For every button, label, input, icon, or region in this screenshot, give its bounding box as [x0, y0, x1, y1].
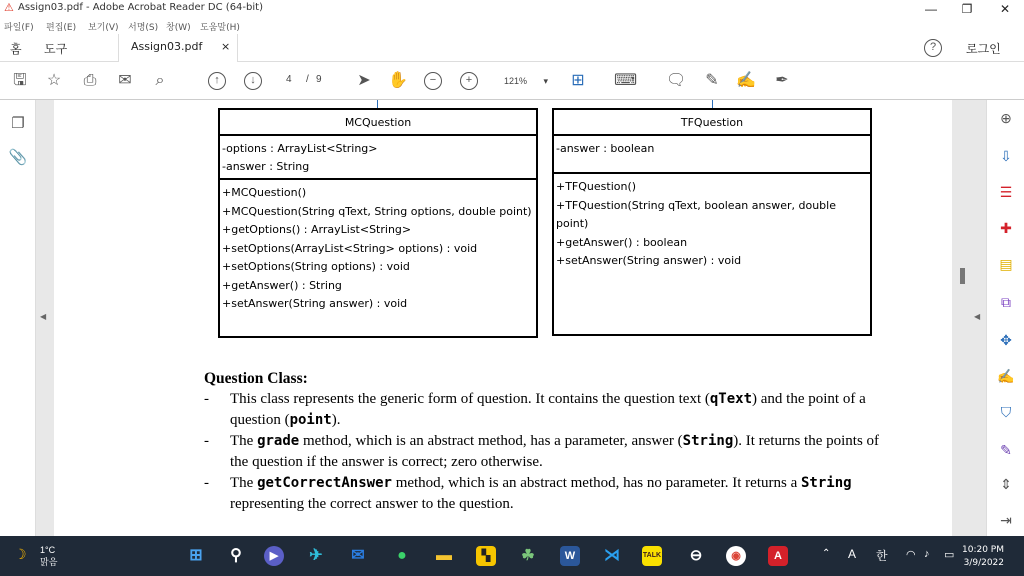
page-current[interactable]: 4	[286, 74, 292, 85]
search-icon[interactable]: ⚲	[230, 547, 242, 564]
section-heading: Question Class:	[204, 370, 308, 387]
weather-widget[interactable]	[40, 544, 57, 568]
collapse-left-icon[interactable]: ◀	[40, 312, 47, 321]
sticky-icon[interactable]: ▚	[476, 546, 496, 566]
create-pdf-icon[interactable]: ☰	[999, 184, 1013, 200]
windows-icon[interactable]: ⊞	[189, 547, 203, 564]
tab-tools[interactable]: 도구	[44, 42, 68, 56]
combine-files-icon[interactable]: ⧉	[1001, 294, 1011, 310]
collapse-pane-icon[interactable]: ⇥	[1000, 512, 1012, 528]
uml-operation: +TFQuestion()	[556, 180, 637, 193]
attachment-icon[interactable]: 📎	[8, 149, 28, 166]
bullet-item	[204, 431, 896, 473]
uml-attributes	[220, 136, 536, 180]
sign-icon[interactable]: ✒	[775, 72, 789, 89]
menu-sign[interactable]: 서명(S)	[128, 23, 159, 33]
uml-operation: +MCQuestion(String qText, String options, double point)	[222, 204, 532, 218]
uml-class-name: TFQuestion	[554, 110, 870, 136]
hand-tool-icon[interactable]: ✋	[388, 72, 408, 89]
scrollbar-thumb[interactable]	[960, 268, 965, 284]
tab-bar	[0, 34, 1024, 62]
left-navigation-pane	[0, 100, 36, 536]
word-icon[interactable]: W	[560, 546, 580, 566]
menu-edit[interactable]: 편집(E)	[46, 23, 77, 33]
kakaotalk-icon[interactable]: TALK	[642, 546, 662, 566]
search-icon[interactable]: ⌕	[155, 72, 165, 89]
language-indicator[interactable]: A	[848, 547, 857, 561]
comment-tool-icon[interactable]: ▤	[999, 256, 1013, 272]
uml-attributes	[554, 136, 870, 174]
text-run: representing the correct answer to the question.	[230, 496, 514, 512]
tab-document[interactable]	[118, 34, 238, 62]
temperature: 1°C	[40, 545, 56, 555]
bullet-item	[204, 389, 896, 431]
menu-view[interactable]: 보기(V)	[88, 23, 119, 33]
text-run: ) and the point of a question (	[230, 391, 866, 428]
text-run: ). It returns the points of the question if the answer is correct; zero otherwise.	[230, 433, 880, 470]
clock-time: 10:20 PM	[962, 545, 1004, 555]
pdf-page	[54, 100, 952, 536]
code-term: qText	[709, 391, 753, 407]
uml-operations	[554, 174, 870, 271]
code-term: point	[289, 412, 332, 428]
uml-connector	[712, 100, 713, 108]
uml-operation: +setOptions(String options) : void	[222, 260, 410, 273]
tab-home[interactable]: 홈	[10, 42, 22, 56]
keyboard-scroll-icon[interactable]: ⌨	[614, 72, 638, 89]
clock-date: 3/9/2022	[963, 558, 1004, 568]
battery-icon[interactable]: ▭	[944, 549, 955, 561]
text-run: This class represents the generic form of question. It contains the question text (	[230, 391, 710, 407]
uml-operation: +getAnswer() : boolean	[556, 235, 688, 249]
uml-attribute: -answer : String	[222, 160, 310, 173]
export-pdf-icon[interactable]: ⇩	[1000, 148, 1012, 164]
text-run: The	[230, 475, 258, 491]
uml-class-tfquestion	[552, 108, 872, 336]
menu-window[interactable]: 창(W)	[166, 23, 191, 33]
chrome-icon[interactable]: ◉	[726, 546, 746, 566]
uml-connector	[377, 100, 378, 108]
vscode-icon[interactable]: ⋊	[604, 547, 620, 564]
protect-shield-icon[interactable]: ⛉	[1000, 404, 1012, 420]
fit-page-icon[interactable]: ⊞	[571, 72, 585, 89]
page-thumbnails-icon[interactable]: ❐	[11, 115, 25, 132]
uml-attribute: -answer : boolean	[556, 142, 655, 155]
volume-icon[interactable]: ♪	[924, 548, 930, 560]
page-up-icon[interactable]: ↑	[208, 72, 226, 90]
organize-pages-icon[interactable]: ✥	[1000, 332, 1012, 348]
mail-icon[interactable]: ✉	[351, 547, 365, 564]
uml-operation: +getOptions() : ArrayList<String>	[222, 223, 412, 236]
text-run: The	[230, 433, 258, 449]
page-total: 9	[316, 74, 322, 85]
comment-icon[interactable]: 🗨	[666, 72, 687, 89]
email-icon[interactable]: ✉	[118, 72, 132, 89]
uml-attribute: -options : ArrayList<String>	[222, 142, 378, 155]
save-icon[interactable]: 🖫	[13, 72, 27, 89]
zoom-search-icon[interactable]: ⊕	[1000, 110, 1012, 126]
menu-file[interactable]: 파일(F)	[4, 23, 34, 33]
bullet-dash: -	[204, 475, 209, 491]
zoom-out-icon[interactable]: −	[424, 72, 442, 90]
weather-condition: 맑음	[40, 557, 58, 567]
uml-class-name: MCQuestion	[220, 110, 536, 136]
print-icon[interactable]: ⎙	[83, 72, 97, 89]
uml-operation: +TFQuestion(String qText, boolean answer, double point)	[556, 198, 836, 230]
bullet-item	[204, 473, 896, 515]
tab-close-icon[interactable]: ×	[221, 40, 231, 53]
chevron-up-icon[interactable]: ⌃	[822, 548, 831, 559]
draw-icon[interactable]: ✍	[736, 72, 756, 89]
edit-pdf-icon[interactable]: ✚	[1000, 220, 1012, 236]
zoom-value: 121%	[504, 76, 528, 86]
select-cursor-icon[interactable]: ➤	[357, 72, 371, 89]
text-run: method, which is an abstract method, has a parameter, answer (	[299, 433, 683, 449]
uml-operation: +setOptions(ArrayList<String> options) : void	[222, 241, 478, 255]
code-term: String	[800, 475, 852, 491]
tab-document-label: Assign03.pdf	[131, 40, 203, 53]
menu-help[interactable]: 도움말(H)	[200, 23, 240, 33]
bullet-dash: -	[204, 433, 209, 449]
document-viewer[interactable]	[36, 100, 986, 536]
circle-app-icon[interactable]: ⊖	[689, 547, 703, 564]
uml-operation: +MCQuestion()	[222, 186, 307, 199]
chevron-down-icon: ▾	[543, 76, 548, 86]
question-class-description	[204, 368, 896, 515]
ime-indicator[interactable]: 한	[876, 549, 888, 563]
window-title: Assign03.pdf - Adobe Acrobat Reader DC (64-bit)	[18, 2, 263, 13]
bookmark-star-icon[interactable]: ☆	[46, 72, 62, 89]
wifi-icon[interactable]: ◠	[906, 549, 916, 561]
text-run: method, which is an abstract method, has no parameter. It returns a	[391, 475, 801, 491]
taskbar	[0, 536, 1024, 576]
code-term: getCorrectAnswer	[257, 475, 392, 491]
page-down-icon[interactable]: ↓	[244, 72, 262, 90]
minimize-button[interactable]: —	[925, 2, 937, 16]
highlight-pen-icon[interactable]: ✎	[705, 72, 719, 89]
right-tools-pane	[986, 100, 1024, 536]
acrobat-icon[interactable]: A	[768, 546, 788, 566]
title-bar	[0, 0, 1024, 18]
dot-app-icon[interactable]: ●	[397, 547, 407, 564]
toolbar	[0, 62, 1024, 100]
request-signature-icon[interactable]: ✎	[1000, 442, 1012, 458]
expand-collapse-icon[interactable]: ⇕	[1000, 476, 1012, 492]
close-button[interactable]: ✕	[999, 2, 1011, 16]
uml-operations	[220, 180, 536, 314]
uml-operation: +getAnswer() : String	[222, 278, 342, 292]
code-term: grade	[257, 433, 300, 449]
bird-icon[interactable]: ✈	[309, 547, 323, 564]
moon-weather-icon: ☽	[14, 546, 27, 562]
page-separator: /	[306, 74, 309, 85]
meet-icon[interactable]: ▶	[264, 546, 284, 566]
uml-class-mcquestion	[218, 108, 538, 338]
menu-bar	[0, 18, 1024, 34]
code-term: String	[682, 433, 734, 449]
clock[interactable]	[962, 544, 1004, 570]
game-icon[interactable]: ☘	[521, 547, 535, 564]
login-button[interactable]: 로그인	[966, 42, 1001, 56]
fill-sign-icon[interactable]: ✍	[997, 368, 1015, 384]
collapse-right-icon[interactable]: ◀	[974, 312, 981, 321]
help-icon[interactable]: ?	[924, 39, 942, 57]
uml-operation: +setAnswer(String answer) : void	[556, 254, 742, 267]
acrobat-icon: ⚠	[4, 2, 14, 14]
uml-operation: +setAnswer(String answer) : void	[222, 297, 408, 310]
bullet-dash: -	[204, 391, 209, 407]
zoom-in-icon[interactable]: +	[460, 72, 478, 90]
text-run: ).	[331, 412, 341, 428]
maximize-button[interactable]: ❐	[961, 2, 973, 16]
file-explorer-icon[interactable]: ▬	[436, 547, 452, 564]
zoom-select[interactable]	[498, 70, 552, 92]
